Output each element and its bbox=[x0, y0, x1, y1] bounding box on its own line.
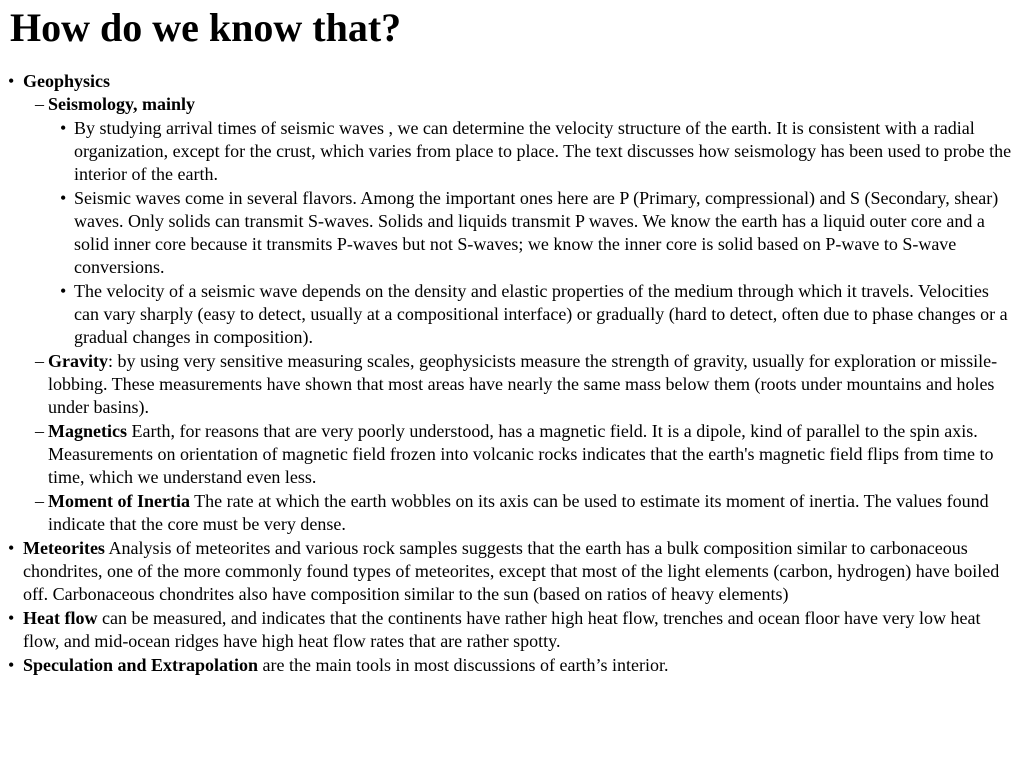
bullet-marker: • bbox=[60, 281, 67, 301]
heatflow-text: can be measured, and indicates that the continents have rather high heat flow, trenches and ocean floor have very low heat flow, and mid-ocean ridges have high heat flow rates that are rather spotty. bbox=[23, 608, 981, 651]
speculation-text: are the main tools in most discussions of earth’s interior. bbox=[258, 655, 669, 675]
dash-marker: – bbox=[35, 351, 44, 371]
bullet-marker: • bbox=[8, 538, 15, 558]
seismology-point bbox=[8, 280, 1014, 349]
meteorites-heading: Meteorites bbox=[23, 538, 105, 558]
magnetics-text: Earth, for reasons that are very poorly understood, has a magnetic field. It is a dipole, kind of parallel to the spin axis. Measurements on orientation of magnetic field frozen into volcanic rocks indicates that the earth's magnetic field flips from time to time, which we understand even less. bbox=[48, 421, 994, 487]
subitem-seismology bbox=[8, 93, 1014, 116]
meteorites-text: Analysis of meteorites and various rock samples suggests that the earth has a bulk composition similar to carbonaceous chondrites, one of the more commonly found types of meteorites, except that most of the light elements (carbon, hydrogen) have boiled off. Carbonaceous chondrites also have composition similar to the sun (based on ratios of heavy elements) bbox=[23, 538, 1000, 604]
bullet-marker: • bbox=[60, 188, 67, 208]
gravity-heading: Gravity bbox=[48, 351, 108, 371]
bullet-heat-flow bbox=[8, 607, 1014, 653]
subitem-magnetics bbox=[8, 420, 1014, 489]
bullet-marker: • bbox=[8, 655, 15, 675]
seismology-point bbox=[8, 117, 1014, 186]
heatflow-heading: Heat flow bbox=[23, 608, 98, 628]
subitem-moment-of-inertia bbox=[8, 490, 1014, 536]
seismology-point bbox=[8, 187, 1014, 279]
subitem-gravity bbox=[8, 350, 1014, 419]
bullet-geophysics bbox=[8, 70, 1014, 93]
inertia-text: The rate at which the earth wobbles on its axis can be used to estimate its moment of inertia. The values found indicate that the core must be very dense. bbox=[48, 491, 989, 534]
gravity-text: : by using very sensitive measuring scales, geophysicists measure the strength of gravity, usually for exploration or missile-lobbing. These measurements have shown that most areas have nearly the same mass below them (roots under mountains and holes under basins). bbox=[48, 351, 998, 417]
slide-title: How do we know that? bbox=[10, 5, 402, 50]
dash-marker: – bbox=[35, 94, 44, 114]
geophysics-heading: Geophysics bbox=[23, 71, 111, 91]
seismology-point-text: Seismic waves come in several flavors. Among the important ones here are P (Primary, compressional) and S (Secondary, shear) waves. Only solids can transmit S-waves. Solids and liquids transmit P waves. We know the earth has a liquid outer core and a solid inner core because it transmits P-waves but not S-waves; we know the inner core is solid based on P-wave to S-wave conversions. bbox=[74, 188, 999, 277]
slide-body bbox=[8, 70, 1014, 677]
bullet-marker: • bbox=[8, 71, 15, 91]
magnetics-heading: Magnetics bbox=[48, 421, 127, 441]
bullet-speculation bbox=[8, 654, 1014, 677]
seismology-heading: Seismology, mainly bbox=[48, 94, 196, 114]
seismology-point-text: By studying arrival times of seismic waves , we can determine the velocity structure of the earth. It is consistent with a radial organization, except for the crust, which varies from place to place. The text discusses how seismology has been used to probe the interior of the earth. bbox=[74, 118, 1012, 184]
bullet-marker: • bbox=[8, 608, 15, 628]
dash-marker: – bbox=[35, 421, 44, 441]
bullet-meteorites bbox=[8, 537, 1014, 606]
seismology-point-text: The velocity of a seismic wave depends on the density and elastic properties of the medium through which it travels. Velocities can vary sharply (easy to detect, usually at a compositional interface) or gradually (hard to detect, often due to phase changes or a gradual changes in composition). bbox=[74, 281, 1008, 347]
bullet-marker: • bbox=[60, 118, 67, 138]
dash-marker: – bbox=[35, 491, 44, 511]
inertia-heading: Moment of Inertia bbox=[48, 491, 190, 511]
speculation-heading: Speculation and Extrapolation bbox=[23, 655, 259, 675]
